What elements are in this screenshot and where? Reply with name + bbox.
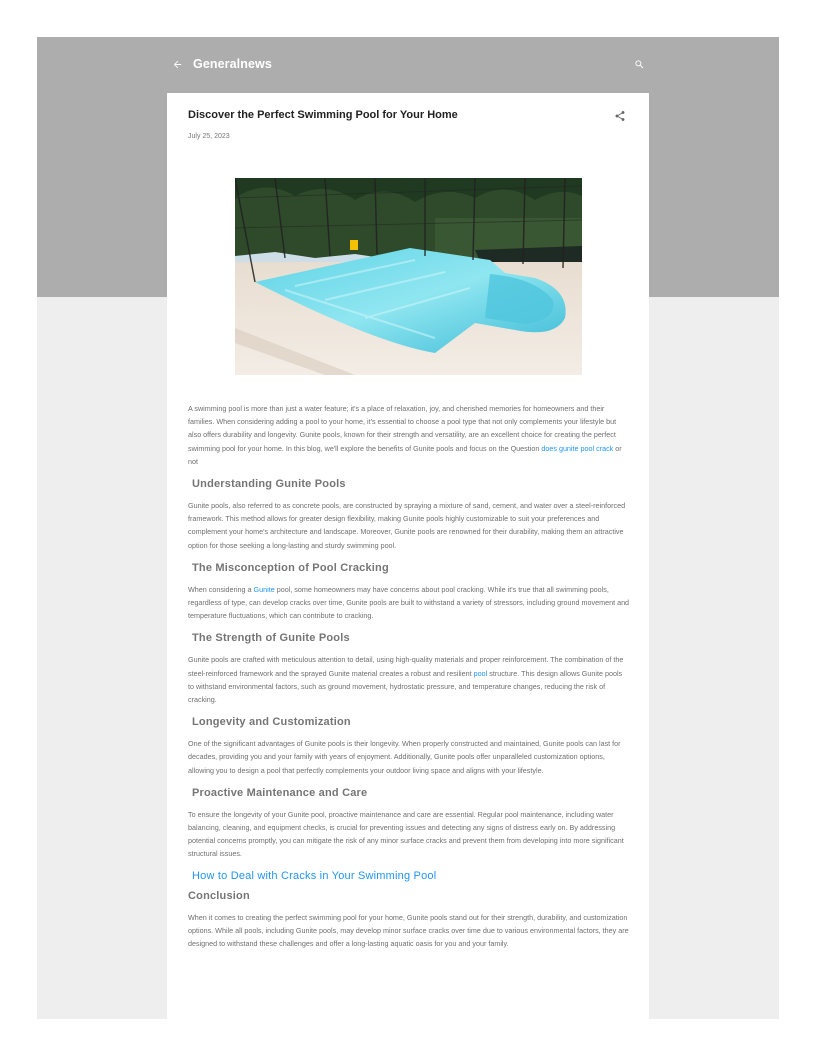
arrow-left-icon <box>172 59 183 70</box>
cracks-article-link[interactable]: How to Deal with Cracks in Your Swimming Pool <box>192 869 437 882</box>
misconception-before: When considering a <box>188 584 254 594</box>
intro-text: A swimming pool is more than just a water feature; it's a place of relaxation, joy, and cherished memories for homeowners and their families. When considering adding a pool to your home, it's essential to choose a pool type that not only complements your lifestyle but also offers durability and longevity. Gunite pools, known for their strength and versatility, are an excellent choice for creating the perfect swimming pool for your home. In this blog, we'll explore the benefits of Gunite pools and focus on the Question <box>188 404 617 453</box>
top-bar <box>167 51 649 77</box>
heading-misconception: The Misconception of Pool Cracking <box>192 561 389 574</box>
post-body <box>188 402 630 950</box>
intro-after: or not <box>188 443 622 466</box>
post-title: Discover the Perfect Swimming Pool for Your Home <box>188 109 458 121</box>
heading-understanding: Understanding Gunite Pools <box>192 478 346 491</box>
share-icon <box>614 110 626 122</box>
post-date: July 25, 2023 <box>188 133 230 140</box>
strength-after: structure. This design allows Gunite pools to withstand environmental factors, such as ground movement, hydrostatic pressure, and temperature changes, reducing the risk of cracking. <box>188 668 623 705</box>
gunite-link[interactable]: Gunite <box>253 584 275 594</box>
back-button[interactable] <box>167 54 187 74</box>
misconception-after: pool, some homeowners may have concerns about pool cracking. While it's true that all swimming pools, regardless of type, can develop cracks over time, Gunite pools are built to withstand a variety of stressors, including ground movement and temperature fluctuations, which can contribute to cracking. <box>188 584 630 621</box>
site-title[interactable]: Generalnews <box>193 57 272 71</box>
paragraph-strength <box>188 653 630 706</box>
share-button[interactable] <box>611 107 629 125</box>
heading-longevity: Longevity and Customization <box>192 716 351 729</box>
post-card <box>167 93 649 1019</box>
heading-strength: The Strength of Gunite Pools <box>192 632 350 645</box>
pool-image <box>235 178 582 375</box>
strength-before: Gunite pools are crafted with meticulous attention to detail, using high-quality materials and proper reinforcement. The combination of the steel-reinforced framework and the sprayed Gunite material creates a robust and resilient <box>188 655 624 678</box>
page-frame <box>37 37 779 1019</box>
paragraph-understanding: Gunite pools, also referred to as concrete pools, are constructed by spraying a mixture of sand, cement, and water over a steel-reinforced framework. This method allows for greater design flexibility, making Gunite pools highly customizable to suit your preferences and complement your home's architecture and landscape. Moreover, Gunite pools are renowned for their durability, making them an attractive option for those seeking a long-lasting and sturdy swimming pool. <box>188 501 626 550</box>
intro-paragraph <box>188 402 630 468</box>
gunite-crack-link[interactable]: does gunite pool crack <box>541 443 614 453</box>
search-icon <box>634 59 645 70</box>
pool-photo <box>235 178 582 375</box>
paragraph-maintenance: To ensure the longevity of your Gunite pool, proactive maintenance and care are essential. Regular pool maintenance, including water balancing, cleaning, and equipment checks, is crucial for preventing issues and detecting any signs of distress early on. By addressing potential concerns promptly, you can mitigate the risk of any minor surface cracks and prevent them from developing into more significant structural issues. <box>188 809 624 859</box>
heading-conclusion: Conclusion <box>188 889 250 902</box>
paragraph-conclusion: When it comes to creating the perfect swimming pool for your home, Gunite pools stand out for their strength, durability, and customization options. While all pools, including Gunite pools, may develop minor surface cracks over time due to various environmental factors, they are designed to withstand these challenges and offer a long-lasting aquatic oasis for you and your family. <box>188 912 629 949</box>
paragraph-longevity: One of the significant advantages of Gunite pools is their longevity. When properly constructed and maintained, Gunite pools can last for decades, providing you and your family with years of enjoyment. Additionally, Gunite pools offer unparalleled customization options, allowing you to design a pool that perfectly complements your outdoor living space and aligns with your lifestyle. <box>188 739 621 775</box>
paragraph-misconception <box>188 583 630 623</box>
search-button[interactable] <box>629 54 649 74</box>
heading-maintenance: Proactive Maintenance and Care <box>192 786 368 799</box>
pool-link[interactable]: pool <box>473 668 488 678</box>
